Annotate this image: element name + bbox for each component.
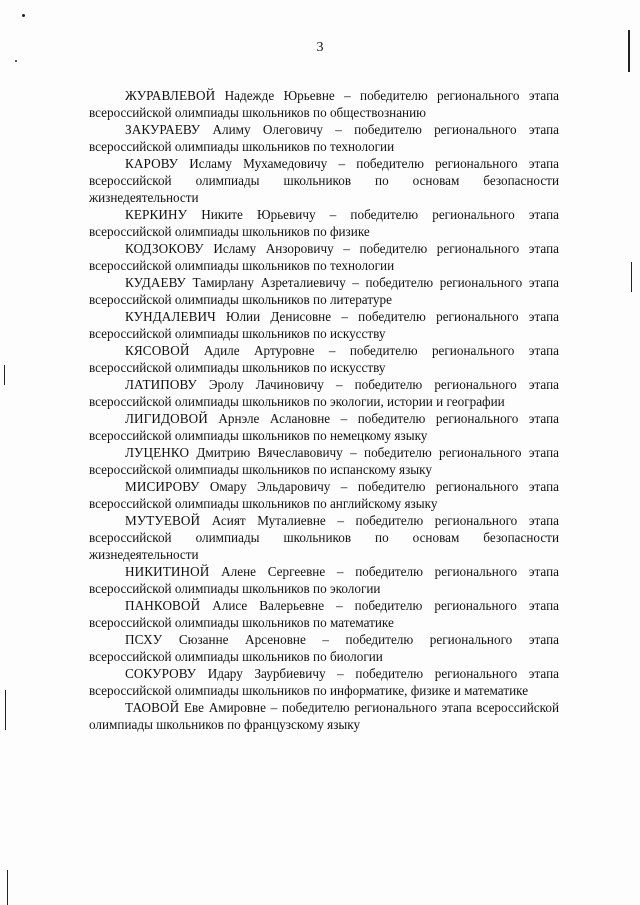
recipient-surname: КЯСОВОЙ	[125, 343, 190, 358]
award-entry	[89, 240, 559, 274]
recipient-surname: ПСХУ	[125, 632, 163, 647]
recipient-details: Арнэле Аслановне – победителю регионального этапа всероссийской олимпиады школьников по немецкому языку	[89, 411, 559, 443]
recipient-surname: КУНДАЛЕВИЧ	[125, 309, 216, 324]
page-number: 3	[316, 40, 324, 55]
recipient-details: Исламу Анзоровичу – победителю регионального этапа всероссийской олимпиады школьников по технологии	[89, 241, 559, 273]
award-entry	[89, 410, 559, 444]
recipient-details: Омару Эльдаровичу – победителю регионального этапа всероссийской олимпиады школьников по английскому языку	[89, 479, 559, 511]
scan-margin-mark	[7, 870, 8, 905]
recipient-surname: МИСИРОВУ	[125, 479, 200, 494]
recipient-details: Алисе Валерьевне – победителю регионального этапа всероссийской олимпиады школьников по математике	[89, 598, 559, 630]
award-entry	[89, 563, 559, 597]
award-entry	[89, 665, 559, 699]
award-list	[89, 87, 559, 733]
award-entry	[89, 376, 559, 410]
recipient-surname: ЖУРАВЛЕВОЙ	[125, 88, 216, 103]
award-entry	[89, 512, 559, 563]
recipient-surname: КАРОВУ	[125, 156, 179, 171]
recipient-details: Дмитрию Вячеславовичу – победителю регионального этапа всероссийской олимпиады школьников по испанскому языку	[89, 445, 559, 477]
award-entry	[89, 155, 559, 206]
award-entry	[89, 206, 559, 240]
award-entry	[89, 342, 559, 376]
recipient-details: Исламу Мухамедовичу – победителю регионального этапа всероссийской олимпиады школьников по основам безопасности жизнедеятельности	[89, 156, 559, 205]
recipient-surname: КОДЗОКОВУ	[125, 241, 204, 256]
recipient-surname: ПАНКОВОЙ	[125, 598, 201, 613]
recipient-details: Алене Сергеевне – победителю регионального этапа всероссийской олимпиады школьников по экологии	[89, 564, 559, 596]
recipient-details: Надежде Юрьевне – победителю регионального этапа всероссийской олимпиады школьников по обществознанию	[89, 88, 559, 120]
award-entry	[89, 444, 559, 478]
award-entry	[89, 699, 559, 733]
recipient-details: Юлии Денисовне – победителю регионального этапа всероссийской олимпиады школьников по искусству	[89, 309, 559, 341]
award-entry	[89, 87, 559, 121]
scan-margin-mark	[5, 690, 6, 730]
recipient-details: Сюзанне Арсеновне – победителю регионального этапа всероссийской олимпиады школьников по биологии	[89, 632, 559, 664]
scan-margin-mark	[631, 262, 632, 292]
recipient-surname: ЛИГИДОВОЙ	[125, 411, 208, 426]
recipient-surname: МУТУЕВОЙ	[125, 513, 201, 528]
recipient-surname: КЕРКИНУ	[125, 207, 188, 222]
recipient-surname: ЛУЦЕНКО	[125, 445, 190, 460]
scan-speck	[15, 60, 17, 62]
award-entry	[89, 274, 559, 308]
recipient-details: Идару Заурбиевичу – победителю регионального этапа всероссийской олимпиады школьников по информатике, физике и математике	[89, 666, 559, 698]
scan-margin-mark	[4, 365, 5, 385]
recipient-surname: ЗАКУРАЕВУ	[125, 122, 201, 137]
recipient-details: Еве Амировне – победителю регионального этапа всероссийской олимпиады школьников по французскому языку	[89, 700, 559, 732]
recipient-details: Тамирлану Азреталиевичу – победителю регионального этапа всероссийской олимпиады школьников по литературе	[89, 275, 559, 307]
recipient-details: Никите Юрьевичу – победителю регионального этапа всероссийской олимпиады школьников по физике	[89, 207, 559, 239]
recipient-details: Эролу Лачиновичу – победителю регионального этапа всероссийской олимпиады школьников по экологии, истории и географии	[89, 377, 559, 409]
recipient-details: Адиле Артуровне – победителю регионального этапа всероссийской олимпиады школьников по искусству	[89, 343, 559, 375]
award-entry	[89, 631, 559, 665]
award-entry	[89, 308, 559, 342]
recipient-surname: НИКИТИНОЙ	[125, 564, 210, 579]
recipient-details: Асият Муталиевне – победителю регионального этапа всероссийской олимпиады школьников по основам безопасности жизнедеятельности	[89, 513, 559, 562]
recipient-surname: СОКУРОВУ	[125, 666, 197, 681]
scan-speck	[22, 14, 25, 17]
recipient-details: Алиму Олеговичу – победителю регионального этапа всероссийской олимпиады школьников по технологии	[89, 122, 559, 154]
recipient-surname: ТАОВОЙ	[125, 700, 180, 715]
award-entry	[89, 597, 559, 631]
recipient-surname: ЛАТИПОВУ	[125, 377, 197, 392]
recipient-surname: КУДАЕВУ	[125, 275, 186, 290]
award-entry	[89, 121, 559, 155]
award-entry	[89, 478, 559, 512]
